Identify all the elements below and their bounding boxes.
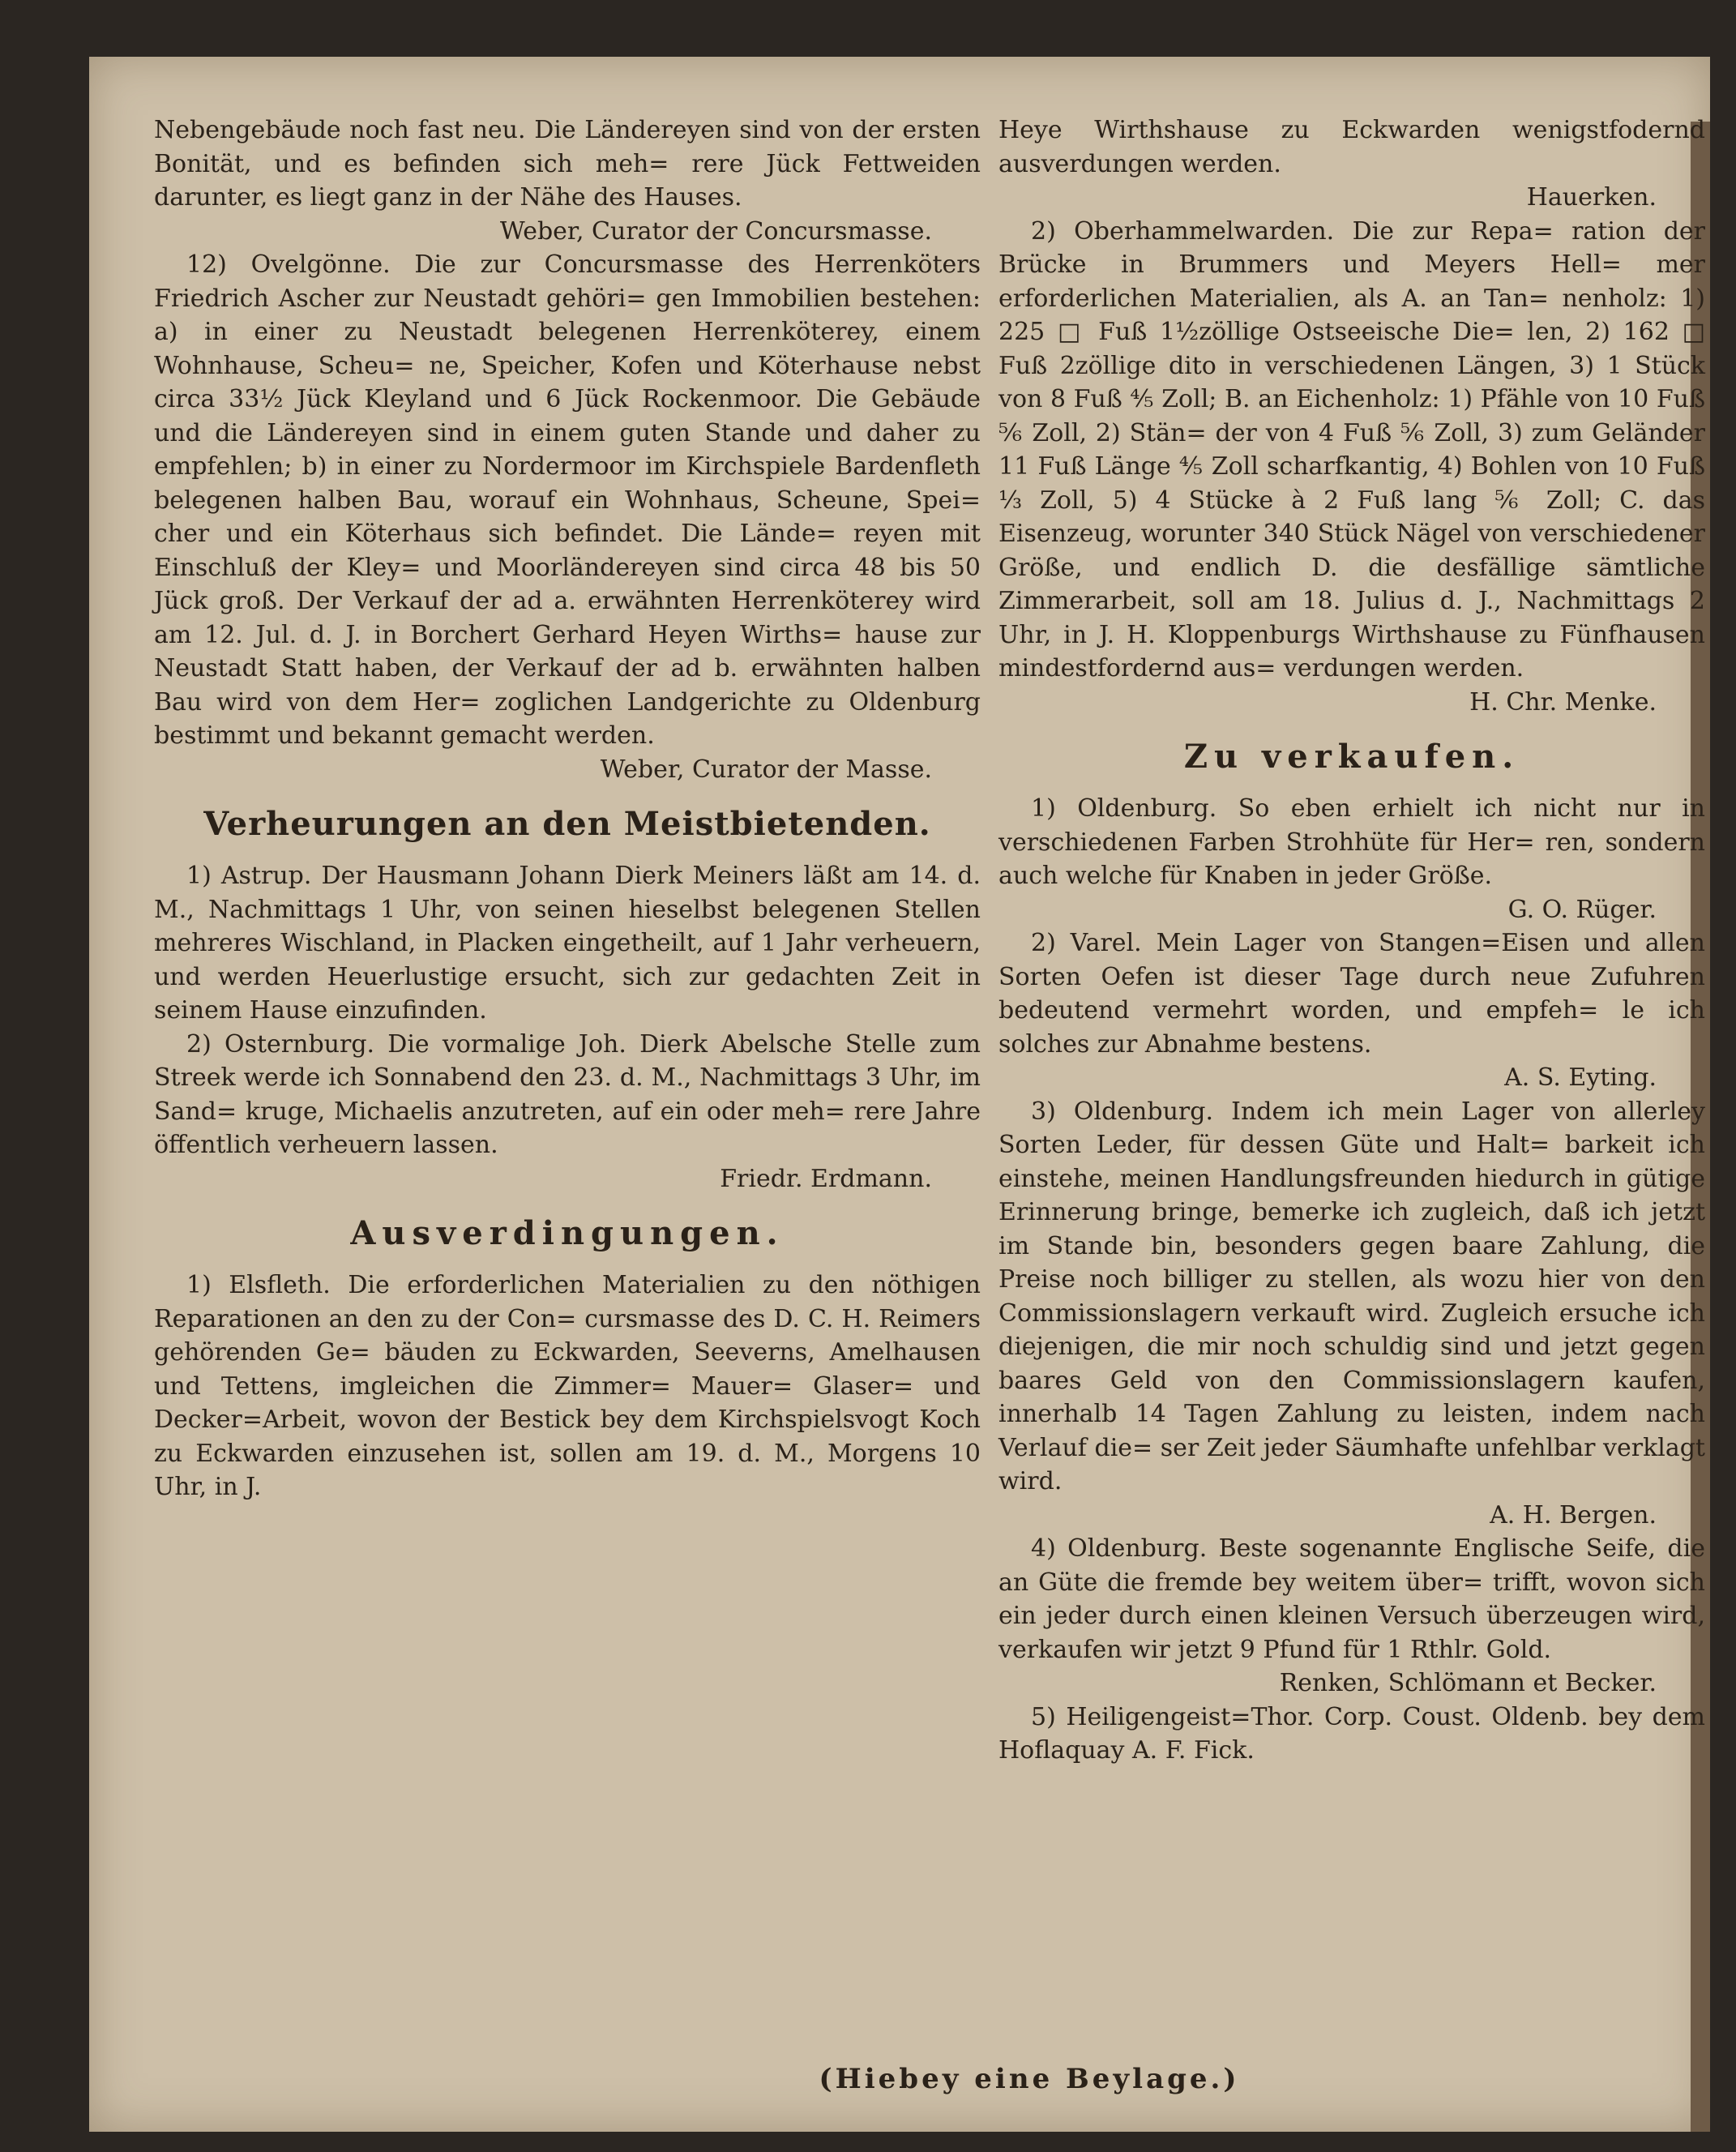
paragraph-heiligengeist: 5) Heiligengeist=Thor. Corp. Coust. Oldenb. bey dem Hoflaquay A. F. Fick. [998,1702,1705,1765]
paragraph-ovelgoenne: 12) Ovelgönne. Die zur Concursmasse des Herrenköters Friedrich Ascher zur Neustadt gehöri= gen Immobilien bestehen: a) in einer zu Neustadt belegenen Herrenköterey, einem Wohnhause, Scheu= ne, Speicher, Kofen und Köterhause nebst circa 33½ Jück Kleyland und 6 Jück Rockenmoor. Die Gebäude und die Ländereyen sind in einem guten Stande und daher zu empfehlen; b) in einer zu Nordermoor im Kirchspiele Bardenfleth belegenen halben Bau, worauf ein Wohnhaus, Scheune, Spei= cher und ein Köterhaus sich befindet. Die Lände= reyen mit Einschluß der Kley= und Moorländereyen sind circa 48 bis 50 Jück groß. Der Verkauf der ad a. erwähnten Herrenköterey wird am 12. Jul. d. J. in Borchert Gerhard Heyen Wirths= hause zur Neustadt Statt haben, der Verkauf der ad b. erwähnten halben Bau wird von dem Her= zoglichen Landgerichte zu Oldenburg bestimmt und bekannt gemacht werden. [154,250,981,750]
paragraph-elsfleth: 1) Elsfleth. Die erforderlichen Materialien zu den nöthigen Reparationen an den zu der Con= cursmasse des D. C. H. Reimers gehörenden Ge= bäuden zu Eckwarden, Seeverns, Amelhausen und Tettens, imgleichen die Zimmer= Mauer= Glaser= und Decker=Arbeit, wovon der Bestick bey dem Kirchspielsvogt Koch zu Eckwarden einzusehen ist, sollen am 19. d. M., Morgens 10 Uhr, in J. [154,1271,981,1501]
paragraph-oldenburg-3: 3) Oldenburg. Indem ich mein Lager von allerley Sorten Leder, für dessen Güte und Halt= barkeit ich einstehe, meinen Handlungsfreunden hiedurch in gütige Erinnerung bringe, bemerke ich zugleich, daß ich jetzt im Stande bin, besonders gegen baare Zahlung, die Preise noch billiger zu stellen, als wozu hier von den Commissionslagern verkauft wird. Zugleich ersuche ich diejenigen, die mir noch schuldig sind und jetzt gegen baares Geld von den Commissionslagern kaufen, innerhalb 14 Tagen Zahlung zu leisten, indem nach Verlauf die= ser Zeit jeder Säumhafte unfehlbar verklagt wird. [998,1097,1705,1495]
paragraph-continued: Heye Wirthshause zu Eckwarden wenigstfodernd ausverdungen werden. [998,116,1705,178]
signature-continued: Hauerken. [1526,183,1657,212]
paragraph-oldenburg-4: 4) Oldenburg. Beste sogenannte Englische Seife, die an Güte die fremde bey weitem über= trifft, wovon sich ein jeder durch einen kleinen Versuch überzeugen wird, verkaufen wir jetzt 9 Pfund für 1 Rthlr. Gold. [998,1534,1705,1664]
signature-ovelgoenne: Weber, Curator der Masse. [600,755,932,784]
paragraph-osternburg: 2) Osternburg. Die vormalige Joh. Dierk Abelsche Stelle zum Streek werde ich Sonnabend den 23. d. M., Nachmittags 3 Uhr, im Sand= kruge, Michaelis anzutreten, auf ein oder meh= rere Jahre öffentlich verheuern lassen. [154,1029,981,1159]
signature-oldenburg-4: Renken, Schlömann et Becker. [1279,1669,1657,1697]
signature-oberhammelwarden: H. Chr. Menke. [1469,687,1657,717]
signature-oldenburg-1: G. O. Rüger. [1507,895,1657,924]
signature-osternburg: Friedr. Erdmann. [720,1164,932,1193]
heading-ausverdingungen: Ausverdingungen. [350,1214,785,1252]
footer-note: (Hiebey eine Beylage.) [819,2063,1240,2095]
signature-oldenburg-3: A. H. Bergen. [1490,1500,1657,1530]
paragraph-intro: Nebengebäude noch fast neu. Die Ländereyen sind von der ersten Bonität, und es befinden sich meh= rere Jück Fettweiden darunter, es liegt ganz in der Nähe des Hauses. [154,116,981,212]
heading-verheurungen: Verheurungen an den Meistbietenden. [203,805,931,843]
left-column [154,113,981,1504]
paragraph-oberhammelwarden: 2) Oberhammelwarden. Die zur Repa= ration der Brücke in Brummers und Meyers Hell= mer erforderlichen Materialien, als A. an Tan= nenholz: 1) 225 □ Fuß 1½zöllige Ostseeische Die= len, 2) 162 □ Fuß 2zöllige dito in verschiedenen Längen, 3) 1 Stück von 8 Fuß ⅘ Zoll; B. an Eichenholz: 1) Pfähle von 10 Fuß ⅚ Zoll, 2) Stän= der von 4 Fuß ⅚ Zoll, 3) zum Geländer 11 Fuß Länge ⅘ Zoll scharfkantig, 4) Bohlen von 10 Fuß ⅓ Zoll, 5) 4 Stücke à 2 Fuß lang ⅚ Zoll; C. das Eisenzeug, worunter 340 Stück Nägel von verschiedener Größe, und endlich D. die desfällige sämtliche Zimmerarbeit, soll am 18. Julius d. J., Nachmittags 2 Uhr, in J. H. Kloppenburgs Wirthshause zu Fünfhausen mindestfordernd aus= verdungen werden. [998,216,1705,682]
paragraph-varel: 2) Varel. Mein Lager von Stangen=Eisen und allen Sorten Oefen ist dieser Tage durch neue Zufuhren bedeutend vermehrt worden, und empfeh= le ich solches zur Abnahme bestens. [998,929,1705,1059]
signature-varel: A. S. Eyting. [1504,1063,1657,1092]
signature-intro: Weber, Curator der Concursmasse. [499,216,932,246]
heading-zu-verkaufen: Zu verkaufen. [1183,738,1520,776]
right-column [998,113,1705,1768]
paragraph-astrup: 1) Astrup. Der Hausmann Johann Dierk Meiners läßt am 14. d. M., Nachmittags 1 Uhr, von seinen hieselbst belegenen Stellen mehreres Wischland, in Placken eingetheilt, auf 1 Jahr verheuern, und werden Heuerlustige ersucht, sich zur gedachten Zeit in seinem Hause einzufinden. [154,862,981,1025]
paragraph-oldenburg-1: 1) Oldenburg. So eben erhielt ich nicht nur in verschiedenen Farben Strohhüte für Her= ren, sondern auch welche für Knaben in jeder Größe. [998,794,1705,890]
